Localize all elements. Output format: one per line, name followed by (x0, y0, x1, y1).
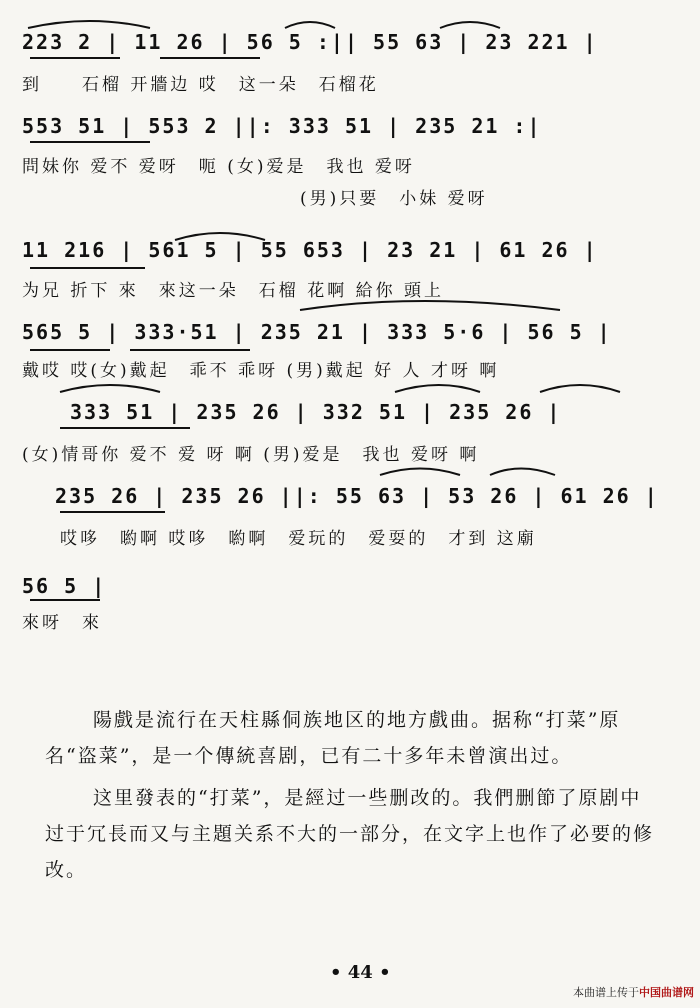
score-row-1-notes: 223 2 | 11 26 | 56 5 :|| 55 63 | 23 221 | (22, 30, 598, 54)
score-row-6-lyrics: 哎哆 喲啊 哎哆 喲啊 爱玩的 爱耍的 才到 这廟 (60, 529, 537, 549)
score-row-5-lyrics: (女)情哥你 爱不 爱 呀 啊 (男)爱是 我也 爱呀 啊 (22, 445, 480, 465)
score-row-2-lyrics-male: (男)只要 小妹 爱呀 (300, 189, 488, 209)
page-number: • 44 • (330, 962, 391, 983)
score-row-3-lyrics: 为兄 折下 來 來这一朵 石榴 花啊 給你 頭上 (22, 281, 445, 301)
score-row-4-lyrics: 戴哎 哎(女)戴起 乖不 乖呀 (男)戴起 好 人 才呀 啊 (22, 361, 500, 381)
score-row-1-lyrics: 到 石榴 开牆边 哎 这一朵 石榴花 (22, 75, 379, 95)
score-row-6-notes: 235 26 | 235 26 ||: 55 63 | 53 26 | 61 26 | (55, 484, 659, 508)
score-row-2-lyrics: 問妹你 爱不 爱呀 呃 (女)爱是 我也 爱呀 (22, 157, 415, 177)
score-row-4-notes: 565 5 | 333·51 | 235 21 | 333 5·6 | 56 5 | (22, 320, 612, 344)
watermark-prefix: 本曲谱上传于 (573, 986, 639, 999)
score-row-2-notes: 553 51 | 553 2 ||: 333 51 | 235 21 :| (22, 114, 542, 138)
paragraph-2: 这里發表的“打菜”，是經过一些删改的。我們删節了原剧中过于冗長而又与主題关系不大的一部分，在文字上也作了必要的修改。 (45, 787, 655, 881)
source-watermark (573, 984, 694, 1000)
score-row-7-lyrics: 來呀 來 (22, 613, 102, 633)
score-row-3-notes: 11 216 | 561 5 | 55 653 | 23 21 | 61 26 | (22, 238, 598, 262)
paragraph-1: 陽戲是流行在天柱縣侗族地区的地方戲曲。据称“打菜”原名“盗菜”，是一个傳統喜剧，已有二十多年未曾演出过。 (45, 709, 621, 767)
watermark-brand: 中国曲谱网 (639, 986, 694, 999)
explanatory-text (45, 702, 660, 888)
score-row-5-notes: 333 51 | 235 26 | 332 51 | 235 26 | (70, 400, 562, 424)
score-row-7-notes: 56 5 | (22, 574, 107, 598)
